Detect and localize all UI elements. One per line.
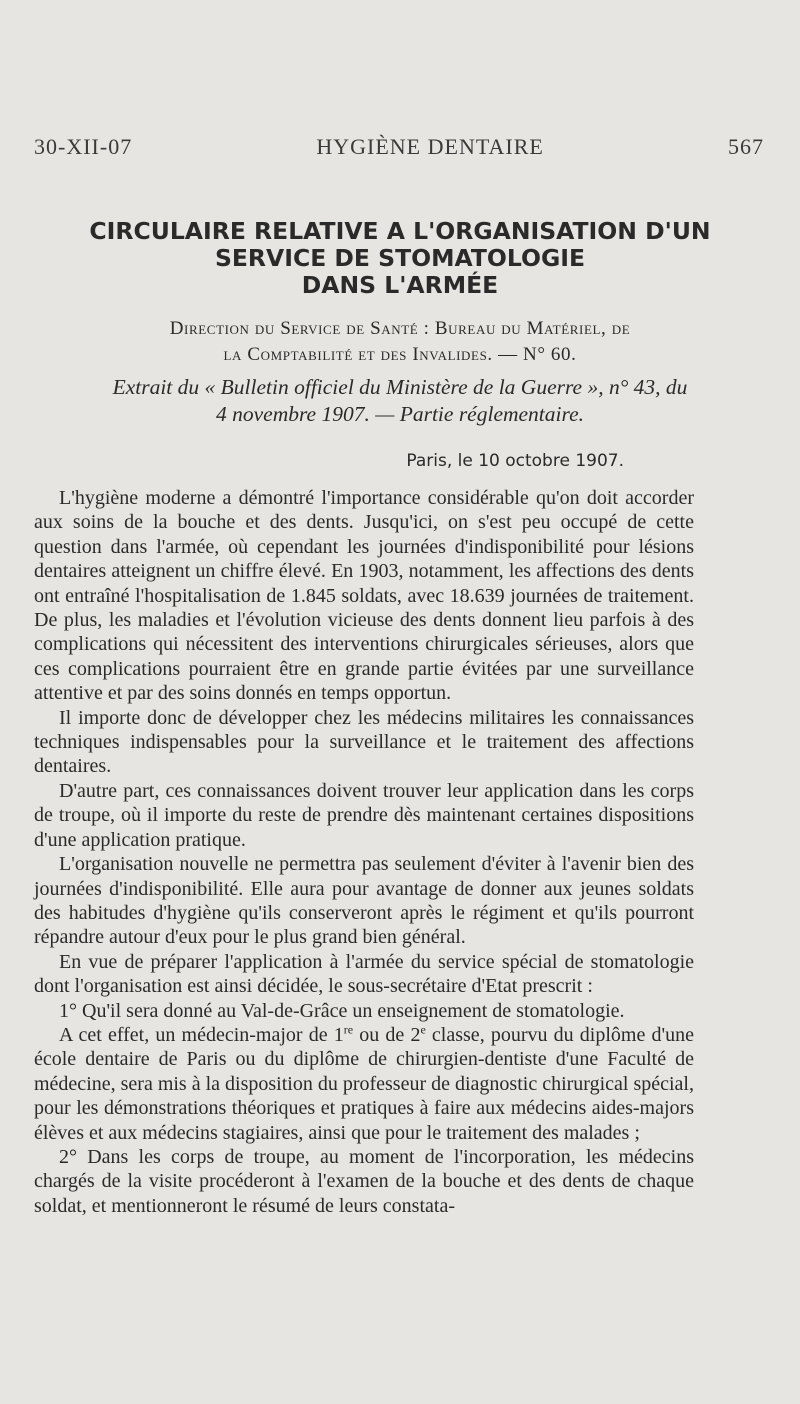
header-date: 30-XII-07 bbox=[34, 134, 133, 159]
p7-end: classe, pourvu du diplôme d'une école dentaire de Paris ou du diplôme de chirurgien-dentiste d'une Faculté de médecine, sera mis à la disposition du professeur de diagnostic chirurgical spécial, pour les démonstrations théoriques et pratiques à faire aux médecins aides-majors élèves et aux médecins stagiaires, ainsi que pour le traitement des malades ; bbox=[34, 1023, 694, 1144]
dateline: Paris, le 10 octobre 1907. bbox=[406, 451, 624, 471]
paragraph-4: L'organisation nouvelle ne permettra pas seulement d'éviter à l'avenir bien des journées d'indisponibilité. Elle aura pour avantage de donner aux jeunes soldats des habitudes d'hygiène qu'ils conserveront après le régiment et qu'ils pourront répandre autour d'eux pour le plus grand bien général. bbox=[34, 853, 694, 949]
header-page-number: 567 bbox=[728, 134, 764, 159]
paragraph-2: Il importe donc de développer chez les médecins militaires les connaissances techniques indispensables pour la surveillance et le traitement des affections dentaires. bbox=[34, 706, 694, 778]
article-body bbox=[34, 486, 694, 1218]
title-line-3: DANS L'ARMÉE bbox=[301, 271, 499, 299]
issuing-direction bbox=[40, 316, 760, 368]
direction-line-2: la Comptabilité et des Invalides. — N° 60. bbox=[223, 344, 577, 365]
direction-line-1: Direction du Service de Santé : Bureau du Matériel, de bbox=[169, 318, 631, 339]
bulletin-extract bbox=[40, 374, 760, 428]
extract-line-1: Extrait du « Bulletin officiel du Ministère de la Guerre », n° 43, du bbox=[112, 375, 688, 399]
paragraph-1: L'hygiène moderne a démontré l'importance considérable qu'on doit accorder aux soins de la bouche et des dents. Jusqu'ici, on s'est peu occupé de cette question dans l'armée, où cependant les journées d'indisponibilité pour lésions dentaires atteignent un chiffre élevé. En 1903, notamment, les affections des dents ont entraîné l'hospitalisation de 1.845 soldats, avec 18.639 journées de traitement. De plus, les maladies et l'évolution vicieuse des dents donnent lieu parfois à des complications qui nécessitent des interventions chirurgicales sérieuses, alors que ces complications pourraient être en grande partie évitées par une surveillance attentive et par des soins donnés en temps opportun. bbox=[34, 487, 694, 705]
p7-superscript-1: re bbox=[343, 1022, 354, 1037]
title-line-1: CIRCULAIRE RELATIVE A L'ORGANISATION D'UN bbox=[89, 217, 711, 245]
running-header bbox=[34, 134, 764, 160]
paragraph-7 bbox=[34, 1023, 694, 1145]
paragraph-8: 2° Dans les corps de troupe, au moment de l'incorporation, les médecins chargés de la visite procéderont à l'examen de la bouche et des dents de chaque soldat, et mentionneront le résumé de leurs constata- bbox=[34, 1145, 694, 1217]
paragraph-6: 1° Qu'il sera donné au Val-de-Grâce un enseignement de stomatologie. bbox=[59, 999, 625, 1022]
paragraph-5: En vue de préparer l'application à l'armée du service spécial de stomatologie dont l'organisation est ainsi décidée, le sous-secrétaire d'Etat prescrit : bbox=[34, 950, 694, 998]
p7-superscript-2: e bbox=[420, 1022, 426, 1037]
extract-line-2: 4 novembre 1907. — Partie réglementaire. bbox=[215, 402, 584, 426]
article-title bbox=[30, 218, 770, 299]
p7-start: A cet effet, un médecin-major de 1 bbox=[59, 1023, 344, 1046]
title-line-2: SERVICE DE STOMATOLOGIE bbox=[214, 244, 586, 272]
paragraph-3: D'autre part, ces connaissances doivent trouver leur application dans les corps de troupe, où il importe du reste de prendre dès maintenant certaines dispositions d'une application pratique. bbox=[34, 779, 694, 851]
header-journal: HYGIÈNE DENTAIRE bbox=[316, 134, 544, 159]
p7-middle: ou de 2 bbox=[353, 1023, 421, 1046]
